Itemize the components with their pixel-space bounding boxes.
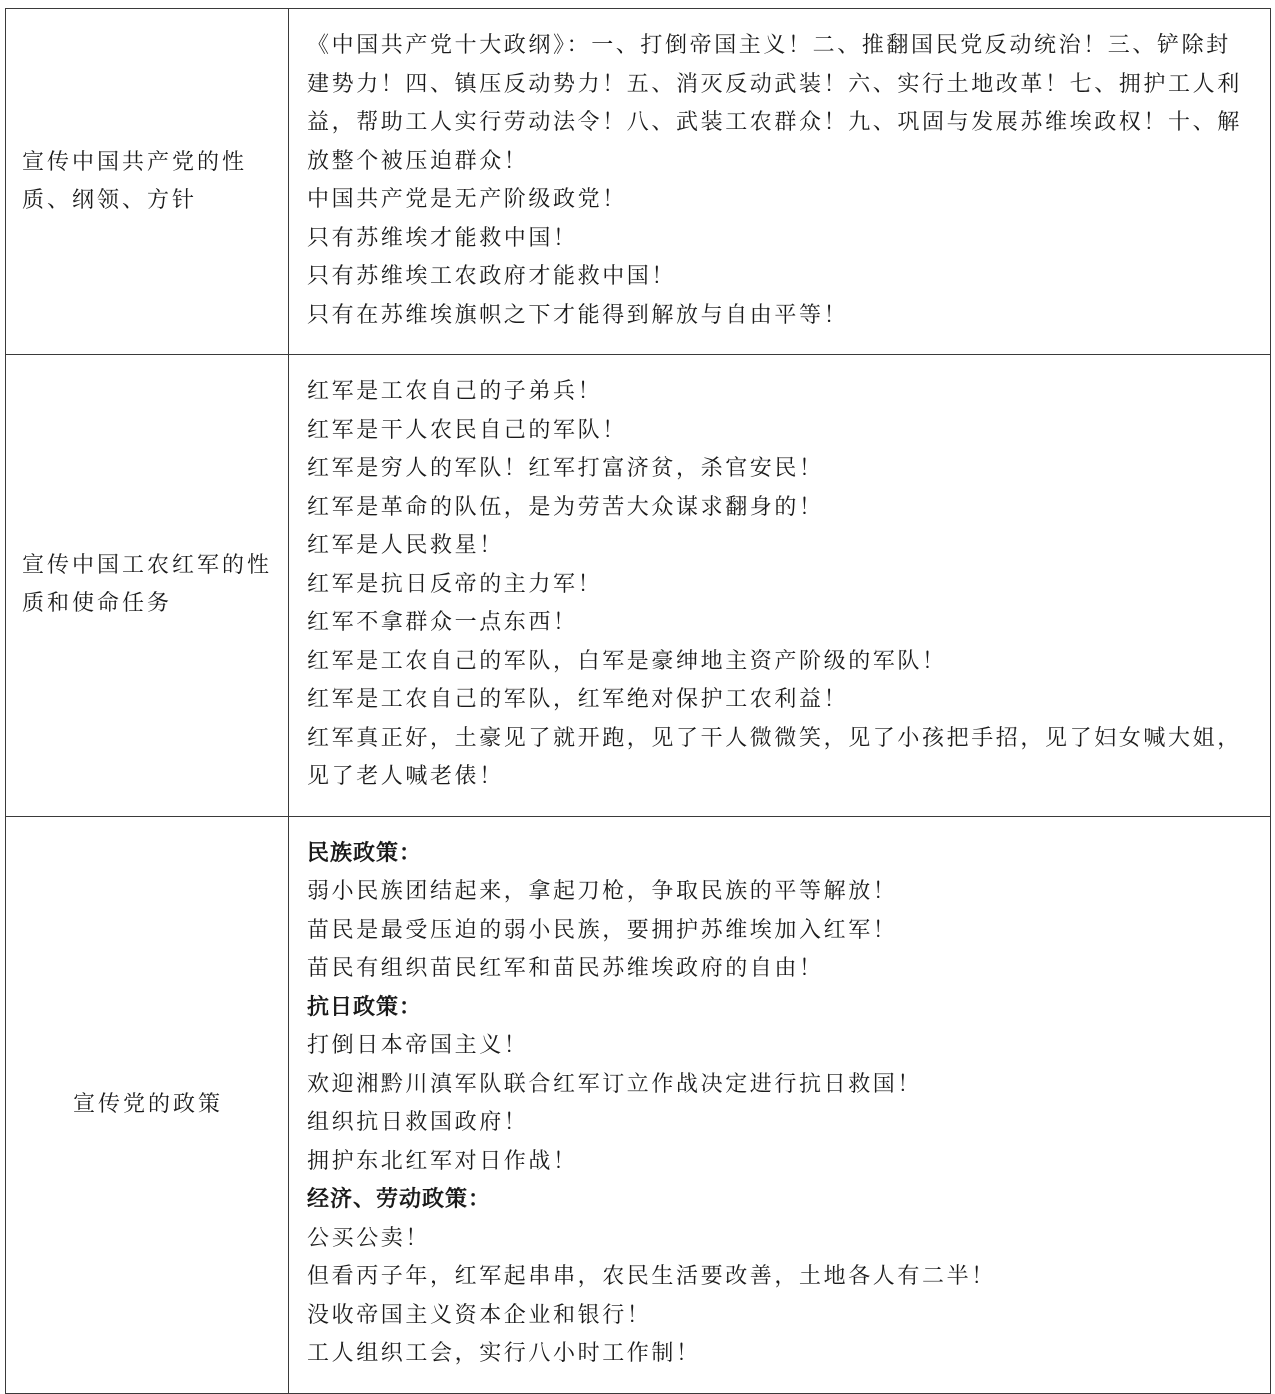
slogan-line: 没收帝国主义资本企业和银行！ — [307, 1302, 652, 1328]
slogan-line: 苗民是最受压迫的弱小民族，要拥护苏维埃加入红军！ — [307, 917, 898, 943]
category-label: 宣传党的政策 — [72, 1091, 223, 1117]
slogan-line: 红军是工农自己的子弟兵！ — [307, 379, 603, 404]
table-row — [6, 816, 1271, 1393]
slogan-line: 中国共产党是无产阶级政党！ — [307, 187, 627, 212]
policy-subheading: 抗日政策： — [307, 994, 423, 1020]
slogan-line: 公买公卖！ — [307, 1225, 431, 1251]
slogan-line: 红军是干人农民自己的军队！ — [307, 417, 627, 443]
slogan-line: 红军是工农自己的军队，红军绝对保护工农利益！ — [307, 687, 849, 712]
slogan-line: 欢迎湘黔川滇军队联合红军订立作战决定进行抗日救国！ — [307, 1071, 923, 1097]
slogan-line: 但看丙子年，红军起串串，农民生活要改善，土地各人有二半！ — [307, 1264, 996, 1289]
slogan-line: 弱小民族团结起来，拿起刀枪，争取民族的平等解放！ — [307, 879, 898, 904]
category-label: 宣传中国共产党的性质、纲领、方针 — [22, 149, 248, 213]
content-cell — [289, 816, 1271, 1393]
category-cell — [6, 816, 289, 1393]
category-cell — [6, 355, 289, 817]
slogan-line: 只有苏维埃才能救中国！ — [307, 225, 578, 251]
slogan-line: 苗民有组织苗民红军和苗民苏维埃政府的自由！ — [307, 956, 824, 981]
category-cell — [6, 9, 289, 355]
slogan-line: 红军真正好，土豪见了就开跑，见了干人微微笑，见了小孩把手招，见了妇女喊大姐，见了老人喊老俵！ — [307, 725, 1242, 789]
slogan-line: 只有在苏维埃旗帜之下才能得到解放与自由平等！ — [307, 302, 849, 328]
slogan-table — [5, 8, 1271, 1394]
slogan-line: 拥护东北红军对日作战！ — [307, 1148, 578, 1174]
slogan-line: 红军是工农自己的军队，白军是豪绅地主资产阶级的军队！ — [307, 648, 947, 674]
content-cell — [289, 355, 1271, 817]
category-label: 宣传中国工农红军的性质和使命任务 — [22, 553, 273, 617]
slogan-line: 组织抗日救国政府！ — [307, 1110, 529, 1135]
table-row — [6, 9, 1271, 355]
slogan-line: 红军不拿群众一点东西！ — [307, 610, 578, 635]
slogan-line: 红军是抗日反帝的主力军！ — [307, 571, 603, 597]
slogan-table-body — [6, 9, 1271, 1394]
policy-subheading: 民族政策： — [307, 840, 423, 866]
slogan-line: 打倒日本帝国主义！ — [307, 1033, 529, 1058]
slogan-line: 只有苏维埃工农政府才能救中国！ — [307, 264, 677, 289]
policy-subheading: 经济、劳动政策： — [307, 1187, 492, 1212]
table-row — [6, 355, 1271, 817]
slogan-line: 红军是人民救星！ — [307, 533, 504, 558]
slogan-line: 《中国共产党十大政纲》：一、打倒帝国主义！二、推翻国民党反动统治！三、铲除封建势力！四、镇压反动势力！五、消灭反动武装！六、实行土地改革！七、拥护工人利益，帮助工人实行劳动法令！八、武装工农群众！九、巩固与发展苏维埃政权！十、解放整个被压迫群众！ — [307, 33, 1242, 174]
slogan-line: 红军是穷人的军队！红军打富济贫，杀官安民！ — [307, 456, 824, 481]
content-cell — [289, 9, 1271, 355]
slogan-line: 工人组织工会，实行八小时工作制！ — [307, 1341, 701, 1366]
slogan-line: 红军是革命的队伍，是为劳苦大众谋求翻身的！ — [307, 494, 824, 520]
